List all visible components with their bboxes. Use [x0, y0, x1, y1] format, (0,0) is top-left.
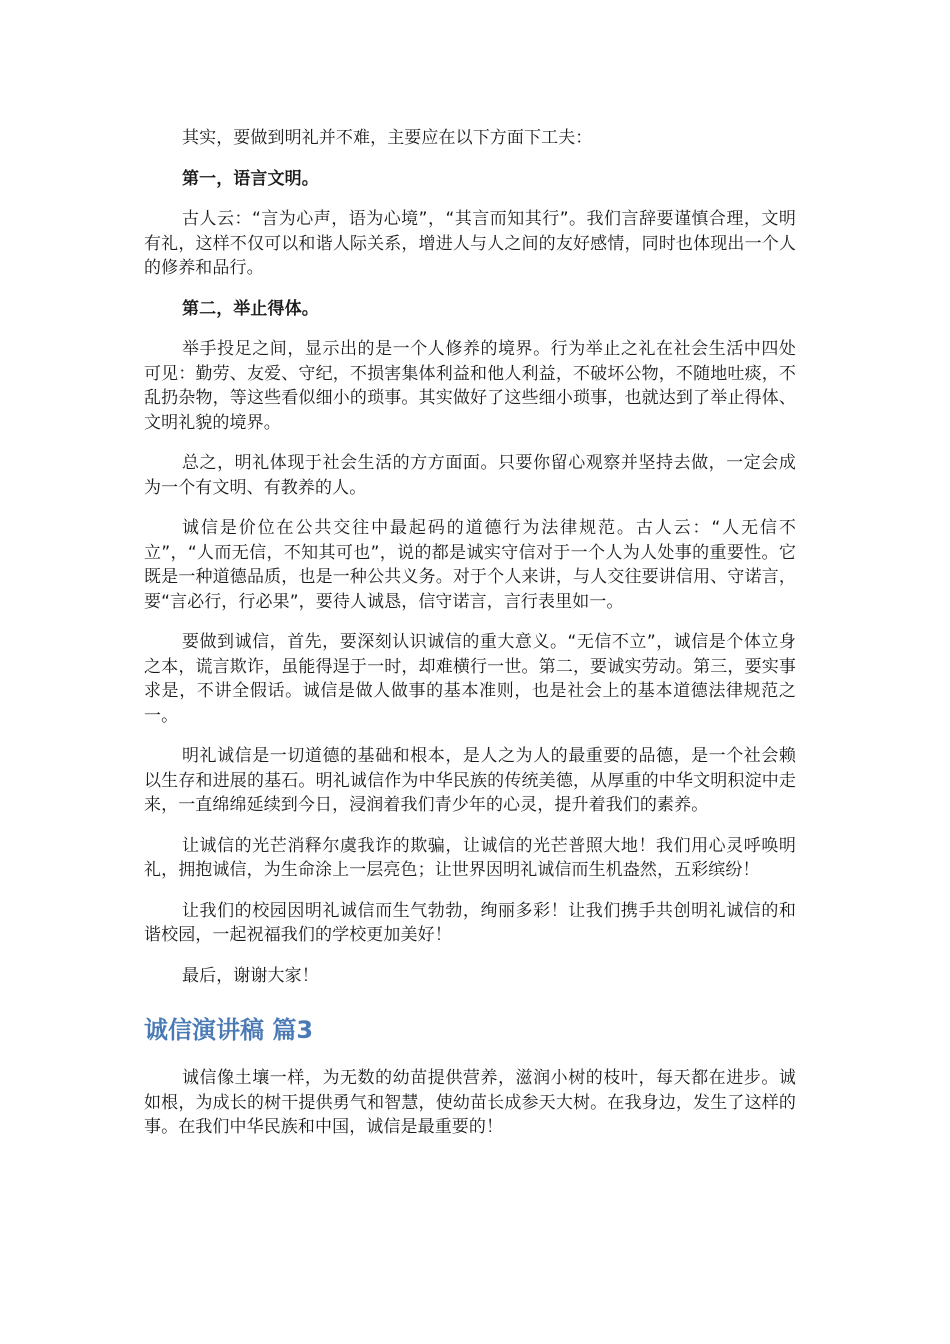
- paragraph: 要做到诚信，首先，要深刻认识诚信的重大意义。“无信不立”，诚信是个体立身之本，谎言欺诈，虽能得逞于一时，却难横行一世。第二，要诚实劳动。第三，要实事求是，不讲全假话。诚信是做人做事的基本准则，也是社会上的基本道德法律规范之一。: [144, 632, 796, 726]
- document-page: [144, 126, 796, 1156]
- paragraph: 明礼诚信是一切道德的基础和根本，是人之为人的最重要的品德，是一个社会赖以生存和进展的基石。明礼诚信作为中华民族的传统美德，从厚重的中华文明积淀中走来，一直绵绵延续到今日，浸润着我们青少年的心灵，提升着我们的素养。: [144, 746, 796, 815]
- paragraph: 让我们的校园因明礼诚信而生气勃勃，绚丽多彩！让我们携手共创明礼诚信的和谐校园，一起祝福我们的学校更加美好！: [144, 900, 796, 945]
- subheading-paragraph: 第二，举止得体。: [182, 298, 319, 319]
- section-heading: 诚信演讲稿 篇3: [144, 1016, 314, 1044]
- closing-paragraph: 最后，谢谢大家！: [182, 965, 319, 986]
- subheading-paragraph: 第一，语言文明。: [182, 168, 319, 189]
- paragraph: 总之，明礼体现于社会生活的方方面面。只要你留心观察并坚持去做，一定会成为一个有文明、有教养的人。: [144, 453, 796, 498]
- paragraph: 让诚信的光芒消释尔虞我诈的欺骗，让诚信的光芒普照大地！我们用心灵呼唤明礼，拥抱诚信，为生命涂上一层亮色；让世界因明礼诚信而生机盎然，五彩缤纷！: [144, 835, 796, 880]
- paragraph: 举手投足之间，显示出的是一个人修养的境界。行为举止之礼在社会生活中四处可见：勤劳、友爱、守纪，不损害集体利益和他人利益，不破坏公物，不随地吐痰，不乱扔杂物，等这些看似细小的琐事。其实做好了这些细小琐事，也就达到了举止得体、文明礼貌的境界。: [144, 339, 796, 433]
- paragraph: 其实，要做到明礼并不难，主要应在以下方面下工夫：: [182, 128, 593, 148]
- paragraph: 诚信是价位在公共交往中最起码的道德行为法律规范。古人云：“人无信不立”，“人而无信，不知其可也”，说的都是诚实守信对于一个人为人处事的重要性。它既是一种道德品质，也是一种公共义务。对于个人来讲，与人交往要讲信用、守诺言，要“言必行，行必果”，要待人诚恳，信守诺言，言行表里如一。: [144, 518, 796, 612]
- paragraph: 古人云：“言为心声，语为心境”，“其言而知其行”。我们言辞要谨慎合理，文明有礼，这样不仅可以和谐人际关系，增进人与人之间的友好感情，同时也体现出一个人的修养和品行。: [144, 209, 796, 278]
- paragraph: 诚信像土壤一样，为无数的幼苗提供营养，滋润小树的枝叶，每天都在进步。诚如根，为成长的树干提供勇气和智慧，使幼苗长成参天大树。在我身边，发生了这样的事。在我们中华民族和中国，诚信是最重要的！: [144, 1068, 796, 1137]
